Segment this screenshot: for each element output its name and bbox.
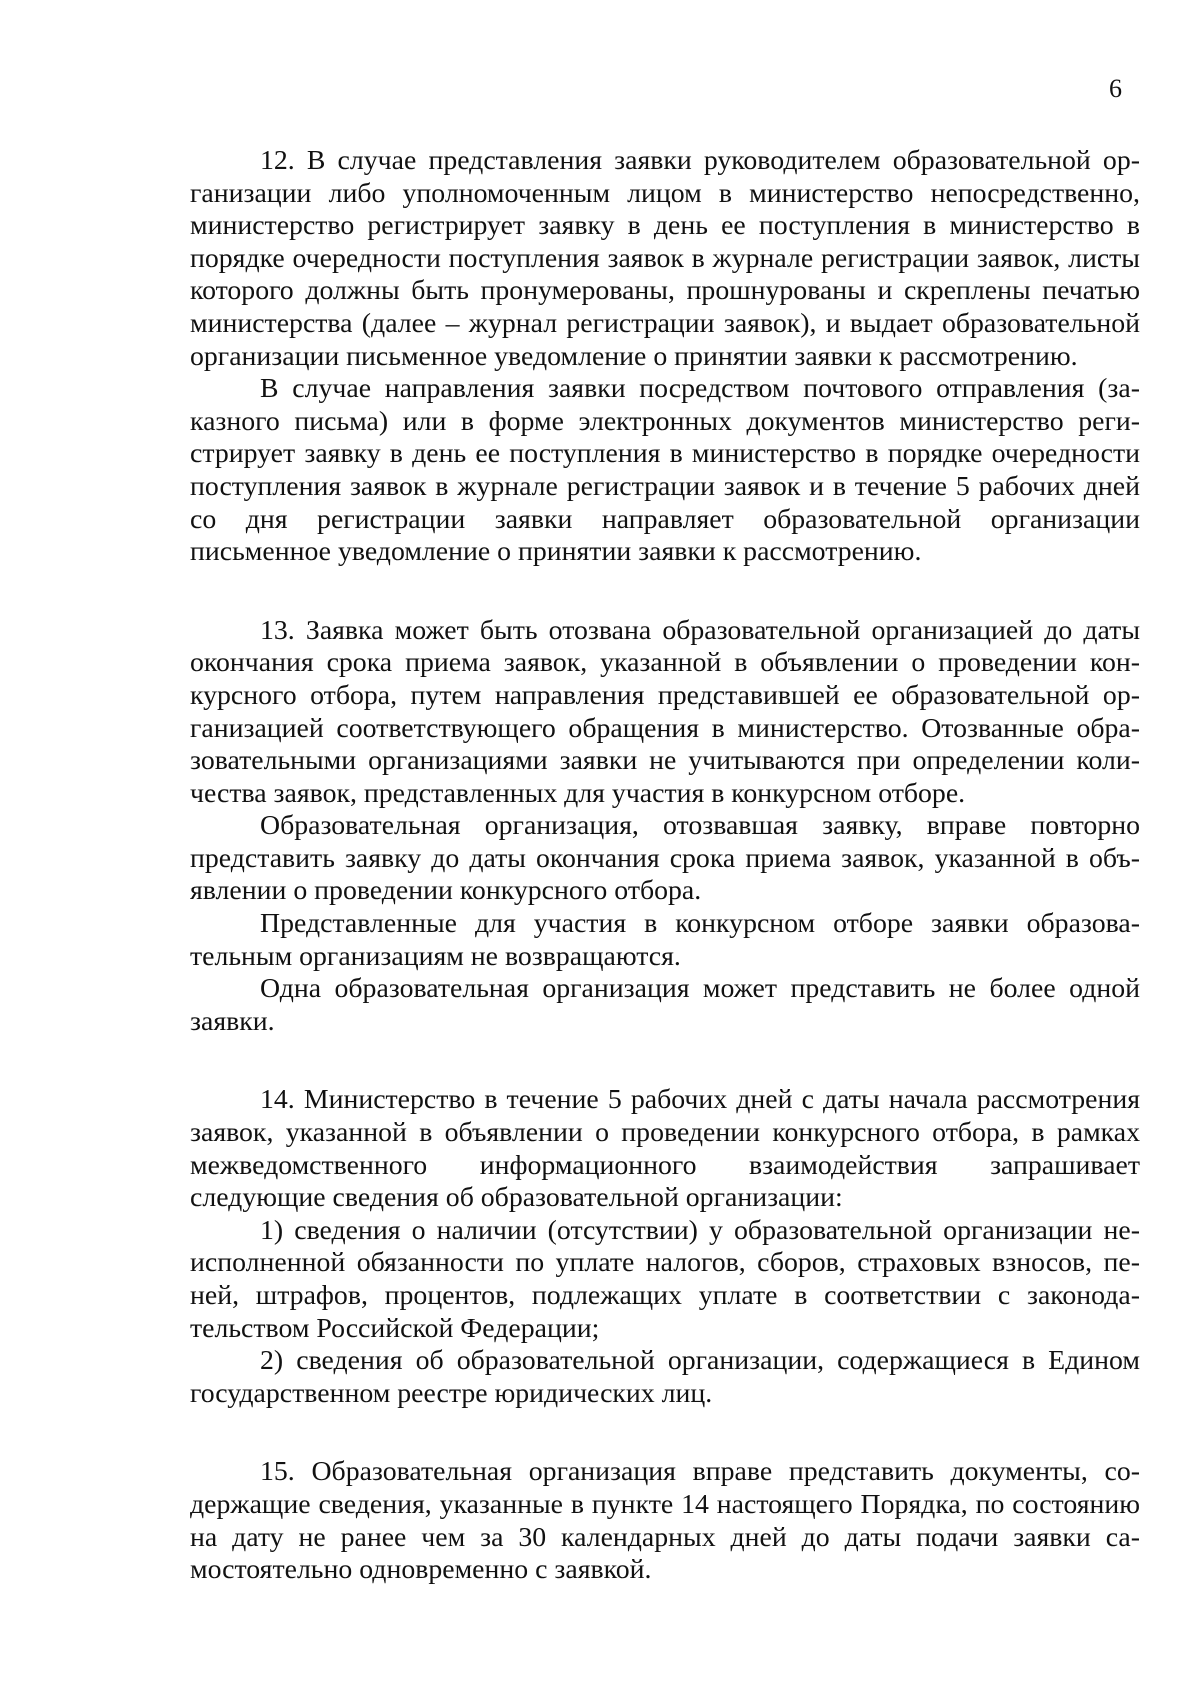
paragraph-14-2: 1) сведения о наличии (отсутствии) у образовательной организации неисполненной обязанности по уплате налогов, сборов, страховых взносов, пеней, штрафов, процентов, подлежащих уплате в соответствии с законодательством Российской Федерации; (190, 1214, 1140, 1344)
document-body (190, 145, 1140, 1587)
paragraph-12-2: В случае направления заявки посредством почтового отправления (заказного письма) или в форме электронных документов министерство регистрирует заявку в день ее поступления в министерство в порядке очередности поступления заявок в журнале регистрации заявок и в течение 5 рабочих дней со дня регистрации заявки направляет образовательной организации письменное уведомление о принятии заявки к рассмотрению. (190, 373, 1140, 568)
paragraph-14-1: 14. Министерство в течение 5 рабочих дней с даты начала рассмотрения заявок, указанной в объявлении о проведении конкурсного отбора, в рамках межведомственного информационного взаимодействия запрашивает следующие сведения об образовательной организации: (190, 1084, 1140, 1214)
paragraph-13-3: Представленные для участия в конкурсном отборе заявки образовательным организациям не возвращаются. (190, 908, 1140, 972)
paragraph-12-1: 12. В случае представления заявки руководителем образовательной организации либо уполномоченным лицом в министерство непосредственно, министерство регистрирует заявку в день ее поступления в министерство в порядке очередности поступления заявок в журнале регистрации заявок, листы которого должны быть пронумерованы, прошнурованы и скреплены печатью министерства (далее – журнал регистрации заявок), и выдает образовательной организации письменное уведомление о принятии заявки к рассмотрению. (190, 145, 1140, 372)
paragraph-13-4: Одна образовательная организация может представить не более одной заявки. (190, 973, 1140, 1037)
paragraph-15-1: 15. Образовательная организация вправе представить документы, содержащие сведения, указанные в пункте 14 настоящего Порядка, по состоянию на дату не ранее чем за 30 календарных дней до даты подачи заявки самостоятельно одновременно с заявкой. (190, 1456, 1140, 1586)
section-gap (190, 569, 1140, 615)
paragraph-13-2: Образовательная организация, отозвавшая заявку, вправе повторно представить заявку до даты окончания срока приема заявок, указанной в объявлении о проведении конкурсного отбора. (190, 810, 1140, 907)
paragraph-14-3: 2) сведения об образовательной организации, содержащиеся в Едином государственном реестре юридических лиц. (190, 1345, 1140, 1409)
paragraph-13-1: 13. Заявка может быть отозвана образовательной организацией до даты окончания срока приема заявок, указанной в объявлении о проведении конкурсного отбора, путем направления представившей ее образовательной организацией соответствующего обращения в министерство. Отозванные образовательными организациями заявки не учитываются при определении количества заявок, представленных для участия в конкурсном отборе. (190, 614, 1140, 809)
section-gap (190, 1410, 1140, 1456)
page-number: 6 (1109, 74, 1122, 103)
section-gap (190, 1038, 1140, 1084)
